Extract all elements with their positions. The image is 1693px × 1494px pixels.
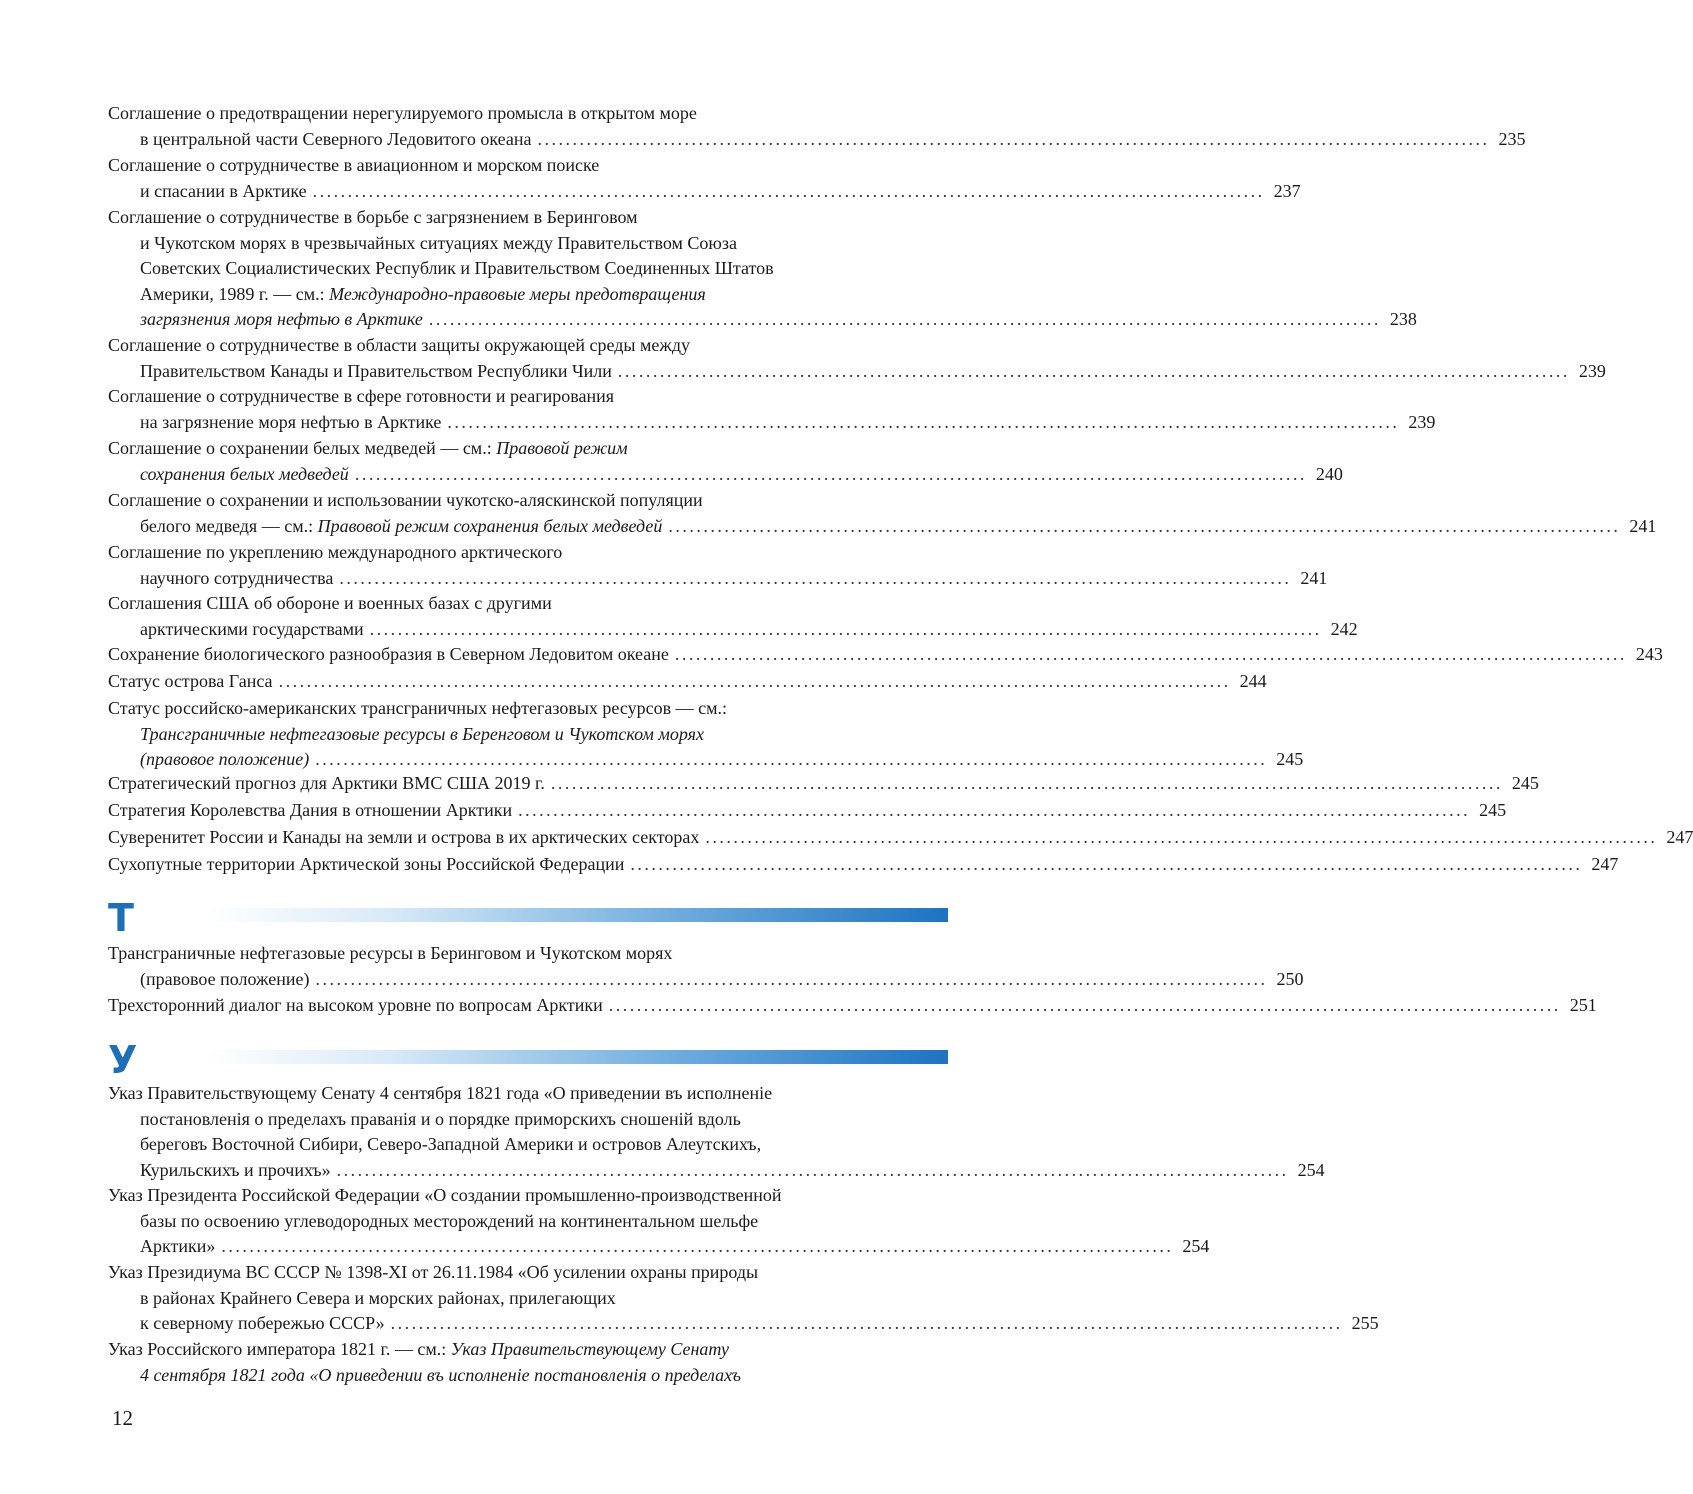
entry-leader-line bbox=[108, 127, 1526, 153]
index-entry bbox=[108, 333, 1606, 384]
entry-line: Сохранение биологического разнообразия в Северном Ледовитом океане bbox=[108, 644, 669, 664]
dot-leader: ........................................................................................................................................ bbox=[674, 644, 1627, 664]
page-reference: 245 bbox=[1511, 773, 1539, 793]
dot-leader: ........................................................................................................................................ bbox=[315, 968, 1268, 989]
index-entry bbox=[108, 1081, 1325, 1183]
dot-leader: ........................................................................................................................................ bbox=[617, 360, 1570, 381]
page-reference: 254 bbox=[1182, 1236, 1210, 1256]
entry-leader-line bbox=[108, 747, 1304, 773]
section-letter: У bbox=[108, 1038, 138, 1082]
entry-line: Советских Социалистических Республик и Правительством Соединенных Штатов bbox=[140, 258, 774, 278]
entry-leader-line bbox=[108, 1311, 1379, 1337]
page-reference: 241 bbox=[1300, 567, 1328, 588]
entry-line: научного сотрудничества bbox=[140, 567, 334, 588]
entry-line bbox=[140, 514, 662, 540]
entry-line: Суверенитет России и Канады на земли и острова в их арктических секторах bbox=[108, 827, 700, 847]
dot-leader: ........................................................................................................................................ bbox=[278, 671, 1231, 691]
page-reference: 244 bbox=[1239, 671, 1267, 691]
entry-leader-line bbox=[108, 967, 1304, 993]
entry-line: к северному побережью СССР» bbox=[140, 1313, 385, 1333]
entry-text: Указ Российского императора 1821 г. — см.: bbox=[108, 1339, 447, 1359]
page-reference: 250 bbox=[1276, 968, 1304, 989]
entry-line: Трехсторонний диалог на высоком уровне по вопросам Арктики bbox=[108, 995, 603, 1015]
entry-text: Америки, 1989 г. — см.: bbox=[140, 283, 325, 304]
section-gradient-bar bbox=[208, 1050, 948, 1064]
entry-line: Арктики» bbox=[140, 1236, 216, 1256]
entry-leader-line bbox=[108, 566, 1328, 592]
entry-leader-line bbox=[108, 462, 1343, 488]
page-number: 12 bbox=[112, 1406, 133, 1430]
entry-line: Сухопутные территории Арктической зоны Российской Федерации bbox=[108, 854, 625, 874]
cross-reference: Международно-правовые меры предотвращения bbox=[329, 283, 706, 304]
cross-reference: Указ Правительствующему Сенату bbox=[450, 1339, 729, 1359]
cross-reference: сохранения белых медведей bbox=[140, 463, 349, 484]
section-gradient-bar bbox=[208, 908, 948, 922]
entry-line: Курильскихъ и прочихъ» bbox=[140, 1159, 331, 1180]
entry-line: Соглашение о сотрудничестве в борьбе с загрязнением в Беринговом bbox=[108, 207, 638, 227]
entry-line: Статус российско-американских трансграничных нефтегазовых ресурсов — см.: bbox=[108, 698, 727, 718]
index-entry bbox=[108, 436, 1343, 487]
page-reference: 254 bbox=[1297, 1159, 1325, 1180]
entry-leader-line bbox=[108, 617, 1358, 643]
index-entry bbox=[108, 669, 1267, 695]
cross-reference: Трансграничные нефтегазовые ресурсы в Беренговом и Чукотском морях bbox=[140, 723, 704, 744]
dot-leader: ........................................................................................................................................ bbox=[550, 773, 1503, 793]
entry-line: Соглашения США об обороне и военных базах с другими bbox=[108, 593, 552, 613]
entry-leader-line bbox=[108, 825, 1693, 851]
entry-line: (правовое положение) bbox=[140, 968, 310, 989]
dot-leader: ........................................................................................................................................ bbox=[369, 618, 1322, 639]
page-reference: 241 bbox=[1629, 515, 1657, 536]
entry-leader-line bbox=[108, 993, 1597, 1019]
entry-leader-line bbox=[108, 359, 1606, 385]
entry-leader-line bbox=[108, 410, 1436, 436]
index-entry bbox=[108, 825, 1693, 851]
dot-leader: ........................................................................................................................................ bbox=[221, 1236, 1174, 1256]
index-entry bbox=[108, 1183, 1210, 1260]
dot-leader: ........................................................................................................................................ bbox=[537, 128, 1490, 149]
entry-line: Указ Президиума ВС СССР № 1398-XI от 26.11.1984 «Об усилении охраны природы bbox=[108, 1262, 759, 1282]
entry-line: и Чукотском морях в чрезвычайных ситуациях между Правительством Союза bbox=[140, 232, 737, 253]
entry-line: и спасании в Арктике bbox=[140, 180, 307, 201]
entry-line: Соглашение о сохранении и использовании чукотско-аляскинской популяции bbox=[108, 490, 703, 510]
entry-line: Статус острова Ганса bbox=[108, 671, 273, 691]
entry-line: береговъ Восточной Сибири, Северо-Западной Америки и островов Алеутскихъ, bbox=[140, 1134, 762, 1154]
page-reference: 240 bbox=[1315, 463, 1343, 484]
page-reference: 238 bbox=[1389, 309, 1417, 329]
entry-line bbox=[108, 1337, 940, 1363]
page-reference: 245 bbox=[1276, 749, 1304, 769]
index-entry bbox=[108, 591, 1358, 642]
dot-leader: ........................................................................................................................................ bbox=[608, 995, 1561, 1015]
page-reference: 255 bbox=[1351, 1313, 1379, 1333]
dot-leader: ........................................................................................................................................ bbox=[518, 800, 1471, 820]
cross-reference: Правовой режим bbox=[496, 438, 628, 458]
entry-leader-line bbox=[108, 514, 1657, 540]
entry-leader-line bbox=[108, 852, 1619, 878]
page-reference: 251 bbox=[1569, 995, 1597, 1015]
entry-leader-line bbox=[108, 669, 1267, 695]
entry-line bbox=[108, 436, 940, 462]
entry-leader-line bbox=[108, 771, 1539, 797]
dot-leader: ........................................................................................................................................ bbox=[705, 827, 1658, 847]
entry-line: Стратегия Королевства Дания в отношении Арктики bbox=[108, 800, 513, 820]
index-entry bbox=[108, 852, 1619, 878]
dot-leader: ........................................................................................................................................ bbox=[315, 749, 1268, 769]
index-entry bbox=[108, 153, 1301, 204]
index-entry bbox=[108, 1337, 940, 1388]
dot-leader: ........................................................................................................................................ bbox=[336, 1159, 1289, 1180]
entry-line: в районах Крайнего Севера и морских районах, прилегающих bbox=[140, 1287, 616, 1308]
index-entry bbox=[108, 101, 1526, 152]
entry-line: Соглашение о сотрудничестве в сфере готовности и реагирования bbox=[108, 386, 615, 406]
entry-line: Соглашение по укреплению международного арктического bbox=[108, 542, 563, 562]
index-entry bbox=[108, 771, 1539, 797]
index-entry bbox=[108, 1260, 1379, 1337]
entry-line: Указ Правительствующему Сенату 4 сентября 1821 года «О приведении въ исполненіе bbox=[108, 1083, 773, 1103]
entry-line: базы по освоению углеводородных месторождений на континентальном шельфе bbox=[140, 1210, 759, 1231]
section-header-u bbox=[108, 1040, 948, 1080]
entry-line: Трансграничные нефтегазовые ресурсы в Беринговом и Чукотском морях bbox=[108, 943, 673, 963]
dot-leader: ........................................................................................................................................ bbox=[668, 515, 1621, 536]
entry-leader-line bbox=[108, 642, 1663, 668]
dot-leader: ........................................................................................................................................ bbox=[339, 567, 1292, 588]
dot-leader: ........................................................................................................................................ bbox=[390, 1313, 1343, 1333]
page-reference: 237 bbox=[1273, 180, 1301, 201]
page-reference: 235 bbox=[1498, 128, 1526, 149]
dot-leader: ........................................................................................................................................ bbox=[312, 180, 1265, 201]
dot-leader: ........................................................................................................................................ bbox=[354, 463, 1307, 484]
index-entry bbox=[108, 696, 1304, 773]
entry-leader-line bbox=[108, 1234, 1210, 1260]
entry-line: Стратегический прогноз для Арктики ВМС США 2019 г. bbox=[108, 773, 545, 793]
page-reference: 239 bbox=[1408, 411, 1436, 432]
entry-leader-line bbox=[108, 1158, 1325, 1184]
index-entry bbox=[108, 941, 1304, 992]
entry-text: белого медведя — см.: bbox=[140, 515, 314, 536]
index-entry bbox=[108, 642, 1663, 668]
entry-line: Указ Президента Российской Федерации «О создании промышленно-производственной bbox=[108, 1185, 782, 1205]
cross-reference: загрязнения моря нефтью в Арктике bbox=[140, 309, 423, 329]
index-entry bbox=[108, 798, 1507, 824]
section-letter: Т bbox=[108, 896, 134, 940]
entry-leader-line bbox=[108, 307, 1417, 333]
page-reference: 245 bbox=[1479, 800, 1507, 820]
page-reference: 247 bbox=[1666, 827, 1693, 847]
entry-line: арктическими государствами bbox=[140, 618, 364, 639]
cross-reference: Правовой режим сохранения белых медведей bbox=[317, 515, 663, 536]
index-entry bbox=[108, 488, 1657, 539]
entry-text: Соглашение о сохранении белых медведей — см.: bbox=[108, 438, 492, 458]
entry-line: постановленія о пределахъ праванія и о порядке приморскихъ сношеній вдоль bbox=[140, 1108, 741, 1129]
page-reference: 242 bbox=[1330, 618, 1358, 639]
section-header-t bbox=[108, 898, 948, 938]
entry-line: Соглашение о предотвращении нерегулируемого промысла в открытом море bbox=[108, 103, 697, 123]
entry-leader-line bbox=[108, 798, 1507, 824]
index-entry bbox=[108, 540, 1328, 591]
entry-leader-line bbox=[108, 179, 1301, 205]
entry-line bbox=[108, 282, 940, 308]
page-reference: 239 bbox=[1578, 360, 1606, 381]
index-entry bbox=[108, 384, 1436, 435]
page-reference: 243 bbox=[1635, 644, 1663, 664]
entry-line: на загрязнение моря нефтью в Арктике bbox=[140, 411, 442, 432]
entry-line: в центральной части Северного Ледовитого океана bbox=[140, 128, 532, 149]
entry-line: Правительством Канады и Правительством Республики Чили bbox=[140, 360, 612, 381]
entry-line: Соглашение о сотрудничестве в авиационном и морском поиске bbox=[108, 155, 600, 175]
entry-line: Соглашение о сотрудничестве в области защиты окружающей среды между bbox=[108, 335, 690, 355]
cross-reference: (правовое положение) bbox=[140, 749, 310, 769]
index-entry bbox=[108, 205, 1417, 333]
page-reference: 247 bbox=[1591, 854, 1619, 874]
dot-leader: ........................................................................................................................................ bbox=[447, 411, 1400, 432]
dot-leader: ........................................................................................................................................ bbox=[630, 854, 1583, 874]
cross-reference: 4 сентября 1821 года «О приведении въ исполненіе постановленія о пределахъ bbox=[140, 1364, 741, 1385]
dot-leader: ........................................................................................................................................ bbox=[428, 309, 1381, 329]
index-entry bbox=[108, 993, 1597, 1019]
